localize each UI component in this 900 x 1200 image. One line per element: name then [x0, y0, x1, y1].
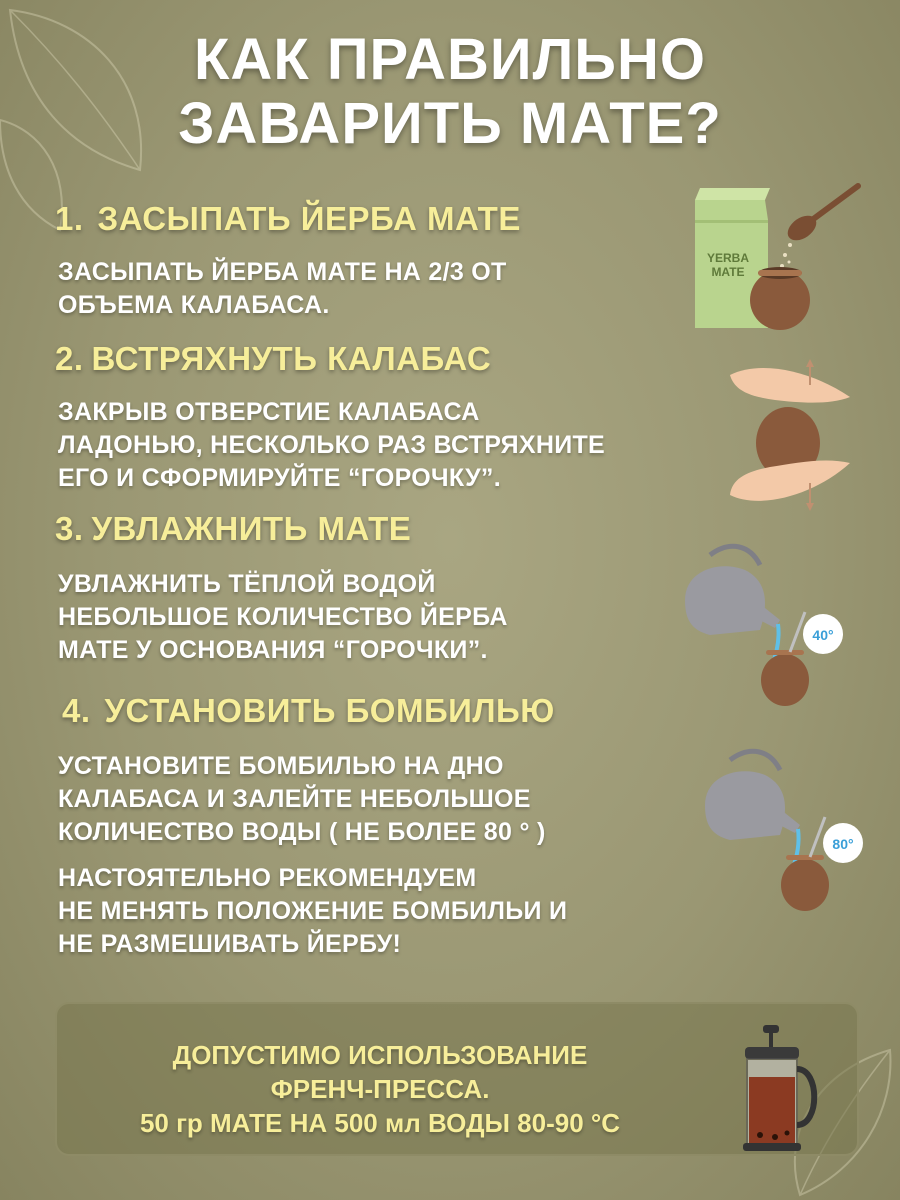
page-title: [0, 28, 900, 156]
step-1-number: 1.: [55, 200, 84, 237]
kettle-80-illustration: [700, 745, 880, 915]
gourd-icon: [781, 817, 829, 911]
step-1-title: ЗАСЫПАТЬ ЙЕРБА МАТЕ: [97, 200, 521, 237]
step-4-number: 4.: [62, 692, 91, 729]
step-4-line: КОЛИЧЕСТВО ВОДЫ ( НЕ БОЛЕЕ 80 ° ): [58, 818, 546, 846]
note-line: ФРЕНЧ-ПРЕССА.: [270, 1074, 490, 1104]
french-press-icon: [743, 1025, 814, 1151]
kettle-pour-icon: [685, 546, 780, 665]
kettle-pour-icon: [705, 751, 800, 870]
step-1-text: [58, 256, 507, 322]
step-2-text: [58, 396, 605, 495]
step-3-heading: [55, 510, 411, 548]
step-4-title: УСТАНОВИТЬ БОМБИЛЬЮ: [104, 692, 555, 729]
step-4-line: УСТАНОВИТЕ БОМБИЛЬЮ НА ДНО: [58, 752, 504, 780]
step-2-title: ВСТРЯХНУТЬ КАЛАБАС: [91, 340, 492, 377]
title-line-1: КАК ПРАВИЛЬНО: [194, 27, 706, 92]
step-3-title: УВЛАЖНИТЬ МАТЕ: [91, 510, 412, 547]
step-2-heading: [55, 340, 491, 378]
step-4-warning: [58, 862, 567, 961]
spoon-icon: [780, 186, 858, 268]
step-3-line: УВЛАЖНИТЬ ТЁПЛОЙ ВОДОЙ: [58, 570, 436, 598]
step-3-text: [58, 568, 508, 667]
step-4-heading: [62, 692, 555, 730]
step-4-warning-line: НЕ МЕНЯТЬ ПОЛОЖЕНИЕ БОМБИЛЬИ И: [58, 897, 568, 925]
step-2-line: ЛАДОНЬЮ, НЕСКОЛЬКО РАЗ ВСТРЯХНИТЕ: [58, 431, 606, 459]
step-2-number: 2.: [55, 340, 84, 377]
yerba-package-illustration: [690, 180, 870, 340]
temperature-badge-80: [823, 823, 863, 863]
note-line: 50 гр МАТЕ НА 500 мл ВОДЫ 80-90 °С: [139, 1108, 621, 1138]
hands-shaking-icon: [730, 359, 850, 511]
step-2-line: ЗАКРЫВ ОТВЕРСТИЕ КАЛАБАСА: [58, 398, 480, 426]
temperature-label-80: 80°: [832, 836, 854, 852]
kettle-40-illustration: [680, 540, 860, 710]
step-1-line: ЗАСЫПАТЬ ЙЕРБА МАТЕ НА 2/3 ОТ: [58, 258, 507, 286]
step-4-warning-line: НАСТОЯТЕЛЬНО РЕКОМЕНДУЕМ: [58, 864, 477, 892]
step-4-warning-line: НЕ РАЗМЕШИВАТЬ ЙЕРБУ!: [58, 930, 402, 958]
temperature-label-40: 40°: [812, 627, 834, 643]
step-3-number: 3.: [55, 510, 84, 547]
note-line: ДОПУСТИМО ИСПОЛЬЗОВАНИЕ: [172, 1040, 588, 1070]
french-press-illustration: [735, 1025, 835, 1155]
step-3-line: МАТЕ У ОСНОВАНИЯ “ГОРОЧКИ”.: [58, 636, 488, 664]
step-3-line: НЕБОЛЬШОЕ КОЛИЧЕСТВО ЙЕРБА: [58, 603, 508, 631]
hands-shaking-illustration: [720, 355, 860, 515]
gourd-icon: [761, 612, 809, 706]
temperature-badge-40: [803, 614, 843, 654]
step-1-line: ОБЪЕМА КАЛАБАСА.: [58, 291, 330, 319]
package-label-1: YERBA: [706, 251, 750, 265]
package-label-2: MATE: [711, 265, 745, 279]
step-2-line: ЕГО И СФОРМИРУЙТЕ “ГОРОЧКУ”.: [58, 464, 501, 492]
step-4-line: КАЛАБАСА И ЗАЛЕЙТЕ НЕБОЛЬШОЕ: [58, 785, 531, 813]
step-4-text: [58, 750, 546, 849]
title-line-2: ЗАВАРИТЬ МАТЕ?: [178, 91, 722, 156]
step-1-heading: [55, 200, 521, 238]
french-press-note: [80, 1038, 680, 1140]
